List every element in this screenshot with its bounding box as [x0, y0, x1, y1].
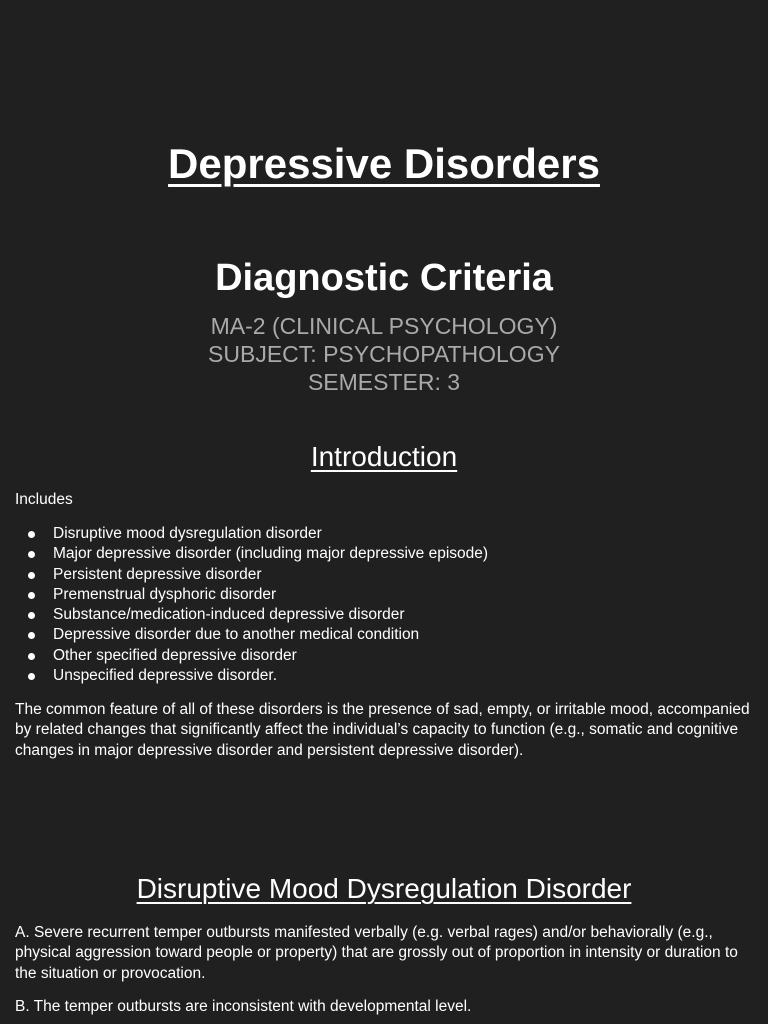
- dmdd-heading: Disruptive Mood Dysregulation Disorder: [136, 873, 632, 904]
- common-feature-paragraph: The common feature of all of these disorders is the presence of sad, empty, or irritable mood, accompanied by related changes that significantly affect the individual’s capacity to function (e.g., somatic and cognitive changes in major depressive disorder and persistent depressive disorder).: [15, 701, 750, 759]
- disorders-list: [0, 524, 488, 686]
- list-item: [0, 524, 488, 544]
- course-subject: SUBJECT: PSYCHOPATHOLOGY: [208, 341, 560, 367]
- bullet-icon: [28, 653, 35, 660]
- criterion-a-paragraph: A. Severe recurrent temper outbursts manifested verbally (e.g. verbal rages) and/or behaviorally (e.g., physical aggression toward people or property) that are grossly out of proportion in intensity or duration to the situation or provocation.: [15, 924, 738, 982]
- bullet-icon: [28, 572, 35, 579]
- list-item-text: Premenstrual dysphoric disorder: [53, 585, 277, 603]
- bullet-icon: [28, 551, 35, 558]
- criterion-b-paragraph: B. The temper outbursts are inconsistent with developmental level.: [15, 998, 472, 1015]
- course-meta: [0, 312, 768, 396]
- list-item: [0, 565, 488, 585]
- list-item: [0, 666, 488, 686]
- list-item: [0, 646, 488, 666]
- course-semester: SEMESTER: 3: [307, 369, 461, 395]
- bullet-icon: [28, 673, 35, 680]
- list-item: [0, 605, 488, 625]
- list-item-text: Unspecified depressive disorder.: [53, 667, 278, 685]
- includes-label: Includes: [15, 491, 73, 508]
- course-program: MA-2 (CLINICAL PSYCHOLOGY): [210, 313, 558, 339]
- bullet-icon: [28, 531, 35, 538]
- list-item-text: Depressive disorder due to another medical condition: [53, 626, 420, 644]
- document-subtitle: Diagnostic Criteria: [215, 257, 553, 299]
- list-item-text: Major depressive disorder (including major depressive episode): [53, 545, 489, 563]
- list-item-text: Disruptive mood dysregulation disorder: [53, 525, 322, 542]
- bullet-icon: [28, 632, 35, 639]
- list-item-text: Substance/medication-induced depressive disorder: [53, 606, 405, 624]
- bullet-icon: [28, 612, 35, 619]
- list-item-text: Persistent depressive disorder: [53, 565, 262, 583]
- list-item: [0, 544, 488, 564]
- document-title: Depressive Disorders: [168, 140, 600, 187]
- list-item: [0, 585, 488, 605]
- introduction-heading: Introduction: [310, 441, 458, 472]
- list-item: [0, 625, 488, 645]
- list-item-text: Other specified depressive disorder: [53, 646, 297, 664]
- bullet-icon: [28, 592, 35, 599]
